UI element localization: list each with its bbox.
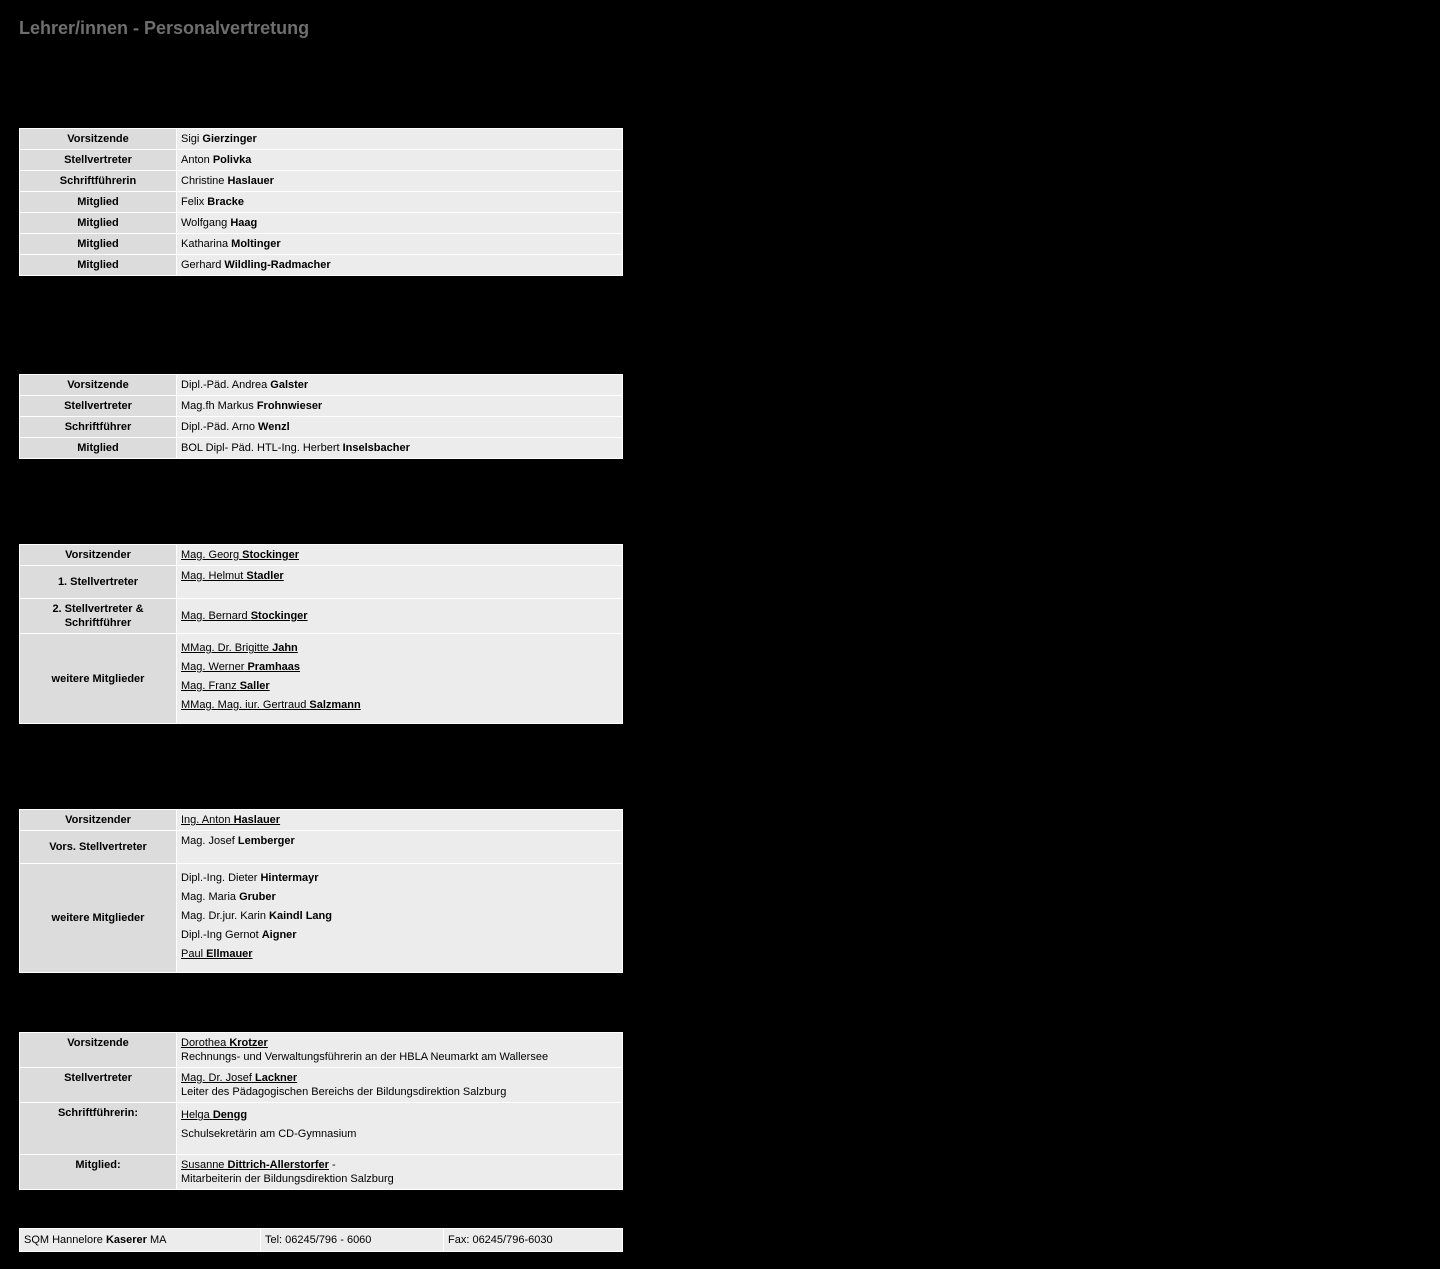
committee-table-4 <box>19 809 623 973</box>
member-link[interactable]: Helga Dengg <box>181 1109 248 1121</box>
member-name: Wolfgang Haag <box>177 213 623 234</box>
role-label: Mitglied <box>20 255 177 276</box>
committee-table-1 <box>19 128 623 276</box>
table-row <box>20 1068 623 1103</box>
role-label: Vorsitzender <box>20 810 177 831</box>
role-label: 2. Stellvertreter & Schriftführer <box>20 599 177 634</box>
member-link[interactable]: Susanne Dittrich-Allerstorfer <box>181 1159 329 1171</box>
role-label: Mitglied <box>20 192 177 213</box>
member-link[interactable]: Paul Ellmauer <box>181 948 253 960</box>
member-name: Katharina Moltinger <box>177 234 623 255</box>
member-name: Dipl.-Päd. Arno Wenzl <box>177 417 623 438</box>
table-row <box>20 545 623 566</box>
role-label: Vorsitzender <box>20 545 177 566</box>
role-label: Stellvertreter <box>20 396 177 417</box>
table-row <box>20 438 623 459</box>
page-title: Lehrer/innen - Personalvertretung <box>19 18 310 38</box>
member-name: Felix Bracke <box>177 192 623 213</box>
role-label: 1. Stellvertreter <box>20 566 177 599</box>
role-label: weitere Mitglieder <box>20 634 177 724</box>
committee-table-5 <box>19 1032 623 1190</box>
member-link[interactable]: Ing. Anton Haslauer <box>181 814 281 826</box>
member-name: Gerhard Wildling-Radmacher <box>177 255 623 276</box>
member-description: Mitarbeiterin der Bildungsdirektion Salzburg <box>181 1173 394 1185</box>
table-row <box>20 375 623 396</box>
role-label: weitere Mitglieder <box>20 864 177 973</box>
member-name: Mag. Josef Lemberger <box>177 831 623 864</box>
member-name: Sigi Gierzinger <box>177 129 623 150</box>
role-label: Vorsitzende <box>20 375 177 396</box>
table-row <box>20 192 623 213</box>
member-name: Christine Haslauer <box>177 171 623 192</box>
role-label: Schriftführerin: <box>20 1103 177 1155</box>
role-label: Vors. Stellvertreter <box>20 831 177 864</box>
committee-table-2 <box>19 374 623 459</box>
table-row <box>20 810 623 831</box>
table-row <box>20 1229 623 1252</box>
table-row <box>20 213 623 234</box>
member-link[interactable]: Mag. Dr. Josef Lackner <box>181 1072 298 1084</box>
table-row <box>20 171 623 192</box>
member-name: BOL Dipl- Päd. HTL-Ing. Herbert Inselsbacher <box>177 438 623 459</box>
committee-table-3 <box>19 544 623 724</box>
role-label: Mitglied: <box>20 1155 177 1190</box>
member-link[interactable]: Mag. Franz Saller <box>181 680 270 692</box>
member-link[interactable]: Dorothea Krotzer <box>181 1037 268 1049</box>
member-link[interactable]: MMag. Dr. Brigitte Jahn <box>181 642 298 654</box>
role-label: Vorsitzende <box>20 1033 177 1068</box>
role-label: Mitglied <box>20 438 177 459</box>
member-name: Anton Polivka <box>177 150 623 171</box>
contact-tel: Tel: 06245/796 - 6060 <box>261 1229 444 1252</box>
role-label: Vorsitzende <box>20 129 177 150</box>
table-row <box>20 1103 623 1155</box>
contact-name: SQM Hannelore Kaserer MA <box>20 1229 261 1252</box>
table-row <box>20 566 623 599</box>
member-link[interactable]: Mag. Georg Stockinger <box>181 549 300 561</box>
member-name: Dipl.-Ing. Dieter Hintermayr <box>181 872 319 884</box>
member-name: Mag. Dr.jur. Karin Kaindl Lang <box>181 910 332 922</box>
contact-table <box>19 1228 623 1252</box>
member-description: Leiter des Pädagogischen Bereichs der Bildungsdirektion Salzburg <box>181 1086 507 1098</box>
role-label: Mitglied <box>20 213 177 234</box>
role-label: Mitglied <box>20 234 177 255</box>
contact-fax: Fax: 06245/796-6030 <box>444 1229 623 1252</box>
role-label: Stellvertreter <box>20 150 177 171</box>
table-row: Mitglied: Susanne Dittrich-Allerstorfer - Mitarbeiterin der Bildungsdirektion Salzburg <box>20 1155 623 1190</box>
member-link[interactable]: Mag. Werner Pramhaas <box>181 661 301 673</box>
table-row <box>20 831 623 864</box>
member-description: Rechnungs- und Verwaltungsführerin an der HBLA Neumarkt am Wallersee <box>181 1051 549 1063</box>
table-row <box>20 634 623 724</box>
table-row <box>20 234 623 255</box>
member-name: Dipl.-Päd. Andrea Galster <box>177 375 623 396</box>
table-row <box>20 255 623 276</box>
member-description: Schulsekretärin am CD-Gymnasium <box>181 1128 357 1140</box>
table-row <box>20 599 623 634</box>
role-label: Schriftführer <box>20 417 177 438</box>
member-link[interactable]: Mag. Bernard Stockinger <box>181 610 308 622</box>
table-row <box>20 129 623 150</box>
member-link[interactable]: MMag. Mag. iur. Gertraud Salzmann <box>181 699 361 711</box>
member-name: Dipl.-Ing Gernot Aigner <box>181 929 297 941</box>
role-label: Stellvertreter <box>20 1068 177 1103</box>
table-row <box>20 150 623 171</box>
member-name: Mag. Maria Gruber <box>181 891 276 903</box>
table-row <box>20 396 623 417</box>
table-row <box>20 417 623 438</box>
role-label: Schriftführerin <box>20 171 177 192</box>
member-name: Mag.fh Markus Frohnwieser <box>177 396 623 417</box>
table-row <box>20 1033 623 1068</box>
member-link[interactable]: Mag. Helmut Stadler <box>181 570 284 582</box>
table-row <box>20 864 623 973</box>
